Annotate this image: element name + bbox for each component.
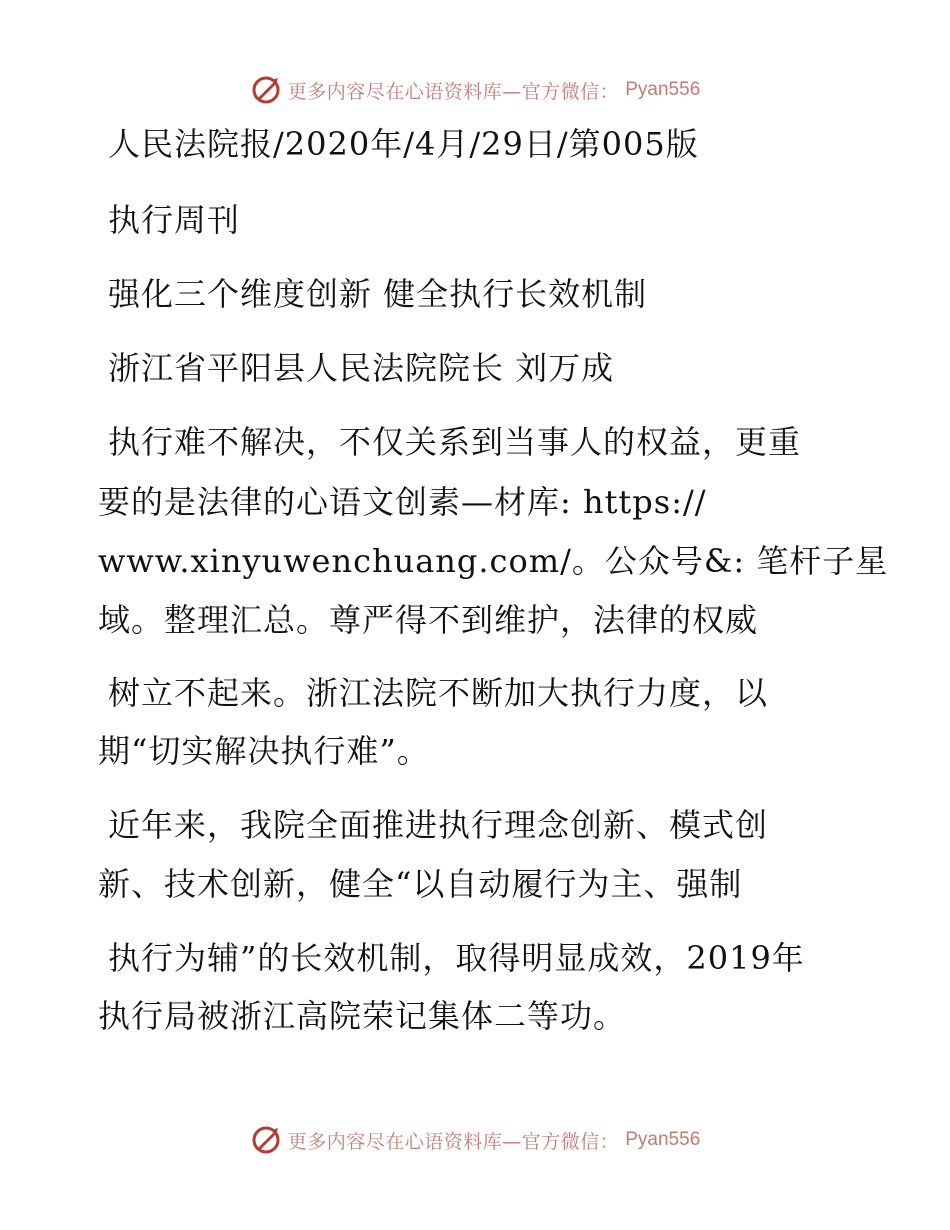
body-line: 近年来，我院全面推进执行理念创新、模式创 (108, 806, 769, 844)
footer-watermark (0, 1120, 950, 1160)
body-line: 域。整理汇总。尊严得不到维护，法律的权威 (98, 601, 759, 639)
body-line: 执行为辅”的长效机制，取得明显成效，2019年 (108, 939, 805, 977)
body-line: www.xinyuwenchuang.com/。公众号&: 笔杆子星 (98, 542, 889, 580)
body-line: 树立不起来。浙江法院不断加大执行力度，以 (108, 674, 769, 712)
quill-logo-icon (250, 74, 282, 106)
watermark-text: 更多内容尽在心语资料库—官方微信： (287, 1130, 620, 1153)
body-line: 执行难不解决，不仅关系到当事人的权益，更重 (108, 423, 802, 461)
quill-logo-icon (250, 1124, 282, 1156)
body-line: 执行局被浙江高院荣记集体二等功。 (98, 997, 627, 1035)
body-line: 期“切实解决执行难”。 (98, 732, 430, 770)
author-line: 浙江省平阳县人民法院院长 刘万成 (108, 349, 615, 387)
header-watermark (0, 70, 950, 110)
column-name: 执行周刊 (108, 201, 241, 239)
watermark-wechat-id: Pyan556 (625, 1129, 701, 1150)
source-line: 人民法院报/2020年/4月/29日/第005版 (108, 125, 699, 163)
body-line: 要的是法律的心语文创素—材库: https:// (98, 483, 707, 521)
body-line: 新、技术创新，健全“以自动履行为主、强制 (98, 865, 743, 903)
article-title: 强化三个维度创新 健全执行长效机制 (108, 275, 648, 313)
watermark-text: 更多内容尽在心语资料库—官方微信： (287, 80, 620, 103)
watermark-wechat-id: Pyan556 (625, 79, 701, 100)
